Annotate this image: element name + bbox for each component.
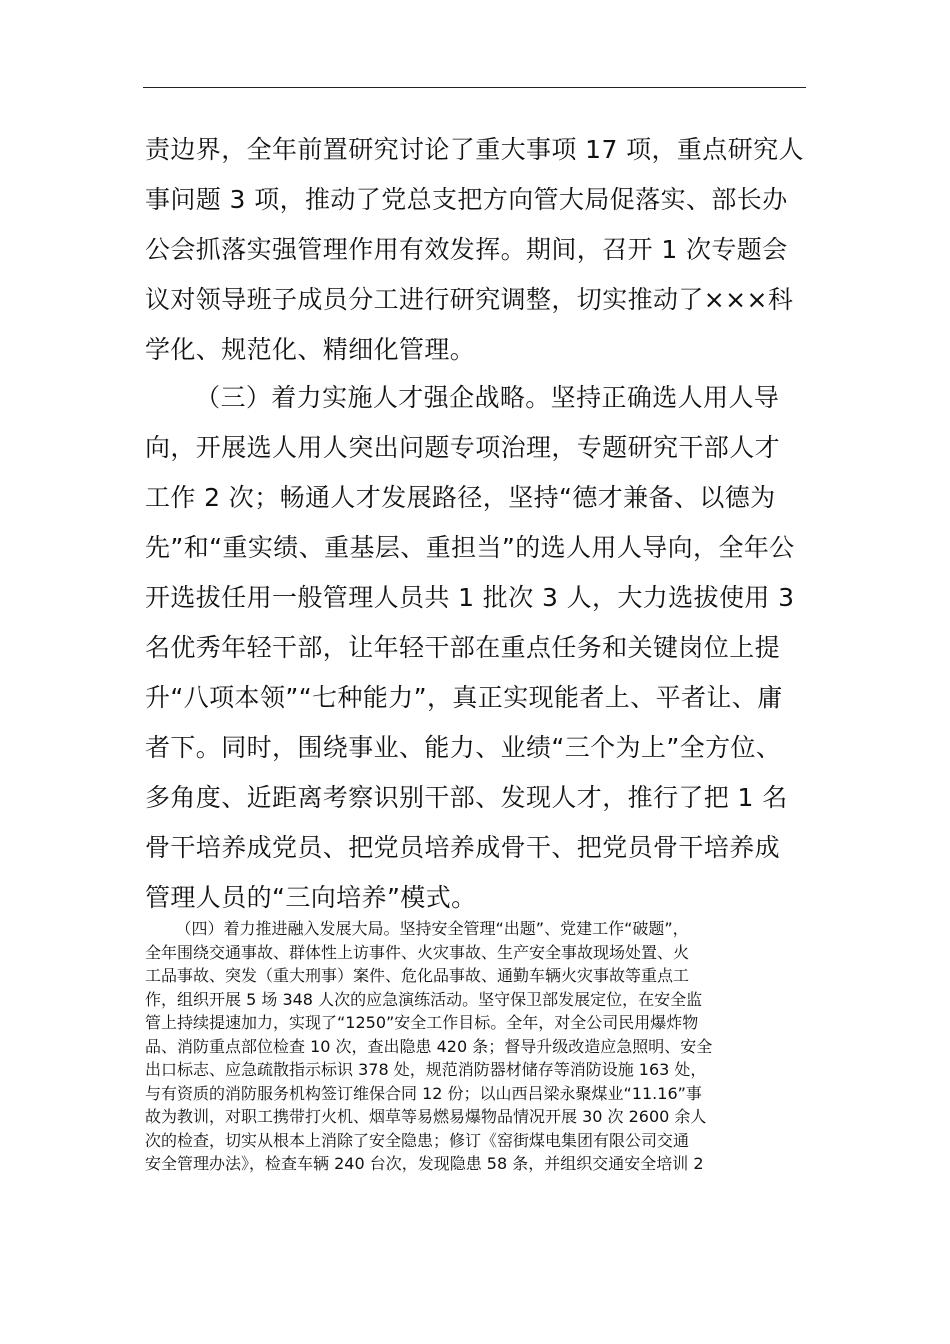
text-line: 出口标志、应急疏散指示标识 378 处，规范消防器材储存等消防设施 163 处， xyxy=(145,1060,707,1079)
text-line: 名优秀年轻干部，让年轻干部在重点任务和关键岗位上提 xyxy=(145,633,781,662)
paragraph-responsibility xyxy=(145,125,810,375)
text-line: 品、消防重点部位检查 10 次，查出隐患 420 条；督导升级改造应急照明、安全 xyxy=(145,1036,713,1056)
text-line: 公会抓落实强管理作用有效发挥。期间，召开 1 次专题会 xyxy=(145,235,788,264)
paragraph-talent-strategy xyxy=(145,373,810,923)
text-line: 与有资质的消防服务机构签订维保合同 12 份；以山西吕梁永聚煤业“11.16”事 xyxy=(145,1083,702,1103)
text-line: 事问题 3 项，推动了党总支把方向管大局促落实、部长办 xyxy=(145,185,788,214)
text-line: 管上持续提速加力，实现了“1250”安全工作目标。全年，对全公司民用爆炸物 xyxy=(145,1013,699,1032)
text-line: 安全管理办法》，检查车辆 240 台次，发现隐患 58 条，并组织交通安全培训 2 xyxy=(145,1154,704,1173)
text-line: 全年围绕交通事故、群体性上访事件、火灾事故、生产安全事故现场处置、火 xyxy=(145,942,690,962)
header-rule xyxy=(143,87,806,88)
text-line: 升“八项本领”“七种能力”，真正实现能者上、平者让、庸 xyxy=(145,683,783,712)
text-line: 开选拔任用一般管理人员共 1 批次 3 人，大力选拔使用 3 xyxy=(145,583,795,612)
text-line: 学化、规范化、精细化管理。 xyxy=(145,335,476,364)
text-line: 作，组织开展 5 场 348 人次的应急演练活动。坚守保卫部发展定位，在安全监 xyxy=(145,989,703,1009)
text-line: （三）着力实施人才强企战略。坚持正确选人用人导 xyxy=(145,383,780,412)
text-line: 者下。同时，围绕事业、能力、业绩“三个为上”全方位、 xyxy=(145,733,782,762)
text-line: 故为教训，对职工携带打火机、烟草等易燃易爆物品情况开展 30 次 2600 余人 xyxy=(145,1107,707,1126)
paragraph-development-integration xyxy=(145,917,810,1176)
text-line: 向，开展选人用人突出问题专项治理，专题研究干部人才 xyxy=(145,433,781,462)
text-line: 管理人员的“三向培养”模式。 xyxy=(145,883,477,912)
text-line: 骨干培养成党员、把党员培养成骨干、把党员骨干培养成 xyxy=(145,833,781,862)
text-line: 工作 2 次；畅通人才发展路径，坚持“德才兼备、以德为 xyxy=(145,483,776,512)
text-line: 工品事故、突发（重大刑事）案件、危化品事故、通勤车辆火灾事故等重点工 xyxy=(145,966,690,985)
text-line: 先”和“重实绩、重基层、重担当”的选人用人导向，全年公 xyxy=(145,533,795,562)
text-line: 多角度、近距离考察识别干部、发现人才，推行了把 1 名 xyxy=(145,783,788,812)
text-line: 责边界，全年前置研究讨论了重大事项 17 项，重点研究人 xyxy=(145,135,804,164)
text-line: 议对领导班子成员分工进行研究调整，切实推动了×××科 xyxy=(145,285,794,314)
text-line: 次的检查，切实从根本上消除了安全隐患；修订《窑街煤电集团有限公司交通 xyxy=(145,1130,690,1150)
text-line: （四）着力推进融入发展大局。坚持安全管理“出题”、党建工作“破题”， xyxy=(145,919,689,938)
